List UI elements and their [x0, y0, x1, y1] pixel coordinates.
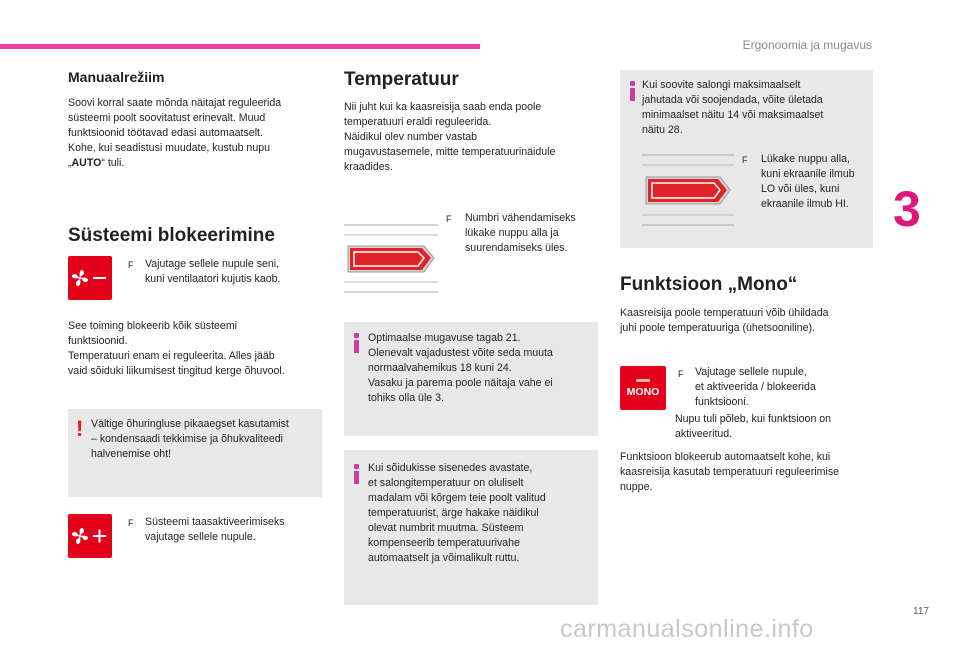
- temperature-heading: Temperatuur: [344, 69, 459, 90]
- fan-plus-button: [68, 514, 112, 558]
- mono-label: MONO: [626, 385, 660, 398]
- lo-hi-instruction: Lükake nuppu alla, kuni ekraanile ilmub LO või üles, kuni ekraanile ilmub HI.: [761, 153, 855, 210]
- lock-instruction: Vajutage sellele nupule seni, kuni ventilaatori kujutis kaob.: [145, 258, 281, 285]
- info-optimal-text: Optimaalse mugavuse tagab 21. Olenevalt vajadustest võite seda muuta normaalvahemikus 18 kuni 24. Vasaku ja parema poole näitaja vahe ei tohiks olla üle 3.: [368, 332, 553, 404]
- fan-minus-button: [68, 256, 112, 300]
- info-max-text: Kui soovite salongi maksimaalselt jahutada või soojendada, võite ületada minimaalset näitu 14 või maksimaalset näitu 28.: [642, 79, 824, 136]
- info-icon: [354, 464, 360, 484]
- auto-label: AUTO: [71, 157, 102, 169]
- manual-mode-heading: Manuaalrežiim: [68, 69, 165, 85]
- info-icon: [354, 333, 360, 353]
- mono-indicator-light: [636, 379, 650, 382]
- chapter-number: 3: [893, 181, 921, 237]
- page-number: 117: [913, 606, 929, 617]
- mono-instruction: Vajutage sellele nupule, et aktiveerida / blokeerida funktsiooni.: [695, 366, 816, 408]
- mono-button: [620, 366, 666, 410]
- bullet-icon: F: [742, 155, 748, 165]
- footer-watermark[interactable]: carmanualsonline.info: [560, 615, 814, 643]
- info-icon: [630, 81, 636, 101]
- bullet-icon: F: [446, 214, 452, 224]
- temperature-instruction: Numbri vähendamiseks lükake nuppu alla ja suurendamiseks üles.: [465, 212, 576, 254]
- manual-mode-text: Soovi korral saate mõnda näitajat reguleerida süsteemi poolt soovitatust erinevalt. Muud funktsioonid töötavad edasi automaatselt. Kohe, kui seadistusi muudate, kustub nupu „AUTO“ tuli.: [68, 97, 282, 169]
- temperature-button-illustration: [344, 222, 438, 294]
- warning-text: Vältige õhuringluse pikaaegset kasutamist – kondensaadi tekkimise ja õhukvaliteedi halvenemise oht!: [91, 418, 289, 460]
- mono-function-heading: Funktsioon „Mono“: [620, 274, 798, 295]
- temperature-button-max-illustration: [642, 152, 734, 228]
- fan-plus-icon: [70, 525, 110, 547]
- reactivate-instruction: Süsteemi taasaktiveerimiseks vajutage sellele nupule.: [145, 516, 285, 543]
- chapter-title: Ergonoomia ja mugavus: [742, 38, 872, 52]
- bullet-icon: F: [128, 260, 134, 270]
- fan-minus-icon: [70, 267, 110, 289]
- mono-light-note: Nupu tuli põleb, kui funktsioon on aktiveeritud.: [675, 413, 832, 440]
- warning-icon: !: [76, 416, 84, 441]
- bullet-icon: F: [678, 369, 684, 379]
- bullet-icon: F: [128, 518, 134, 528]
- mono-description: Kaasreisija poole temperatuuri võib ühildada juhi poole temperatuuriga (ühetsooniline).: [620, 307, 829, 334]
- mono-auto-block-text: Funktsioon blokeerub automaatselt kohe, kui kaasreisija kasutab temperatuuri reguleerimise nuppe.: [620, 451, 840, 493]
- temperature-text: Nii juht kui ka kaasreisija saab enda poole temperatuuri eraldi reguleerida. Näidikul olev number vastab mugavustasemele, mitte temperatuurinäidule kraadides.: [344, 101, 556, 173]
- lock-description: See toiming blokeerib kõik süsteemi funktsioonid. Temperatuuri enam ei reguleerita. Alles jääb vaid sõiduki liikumisest tingitud kerge õhuvool.: [68, 320, 285, 377]
- header-accent-bar: [0, 44, 480, 49]
- info-entering-text: Kui sõidukisse sisenedes avastate, et salongitemperatuur on oluliselt madalam või kõrgem teie poolt valitud temperatuurist, ärge hakake näidikul olevat numbrit muutma. Süsteem kompenseerib temperatuurivahe automaatselt ja võimalikult ruttu.: [368, 462, 546, 564]
- system-lock-heading: Süsteemi blokeerimine: [68, 225, 275, 246]
